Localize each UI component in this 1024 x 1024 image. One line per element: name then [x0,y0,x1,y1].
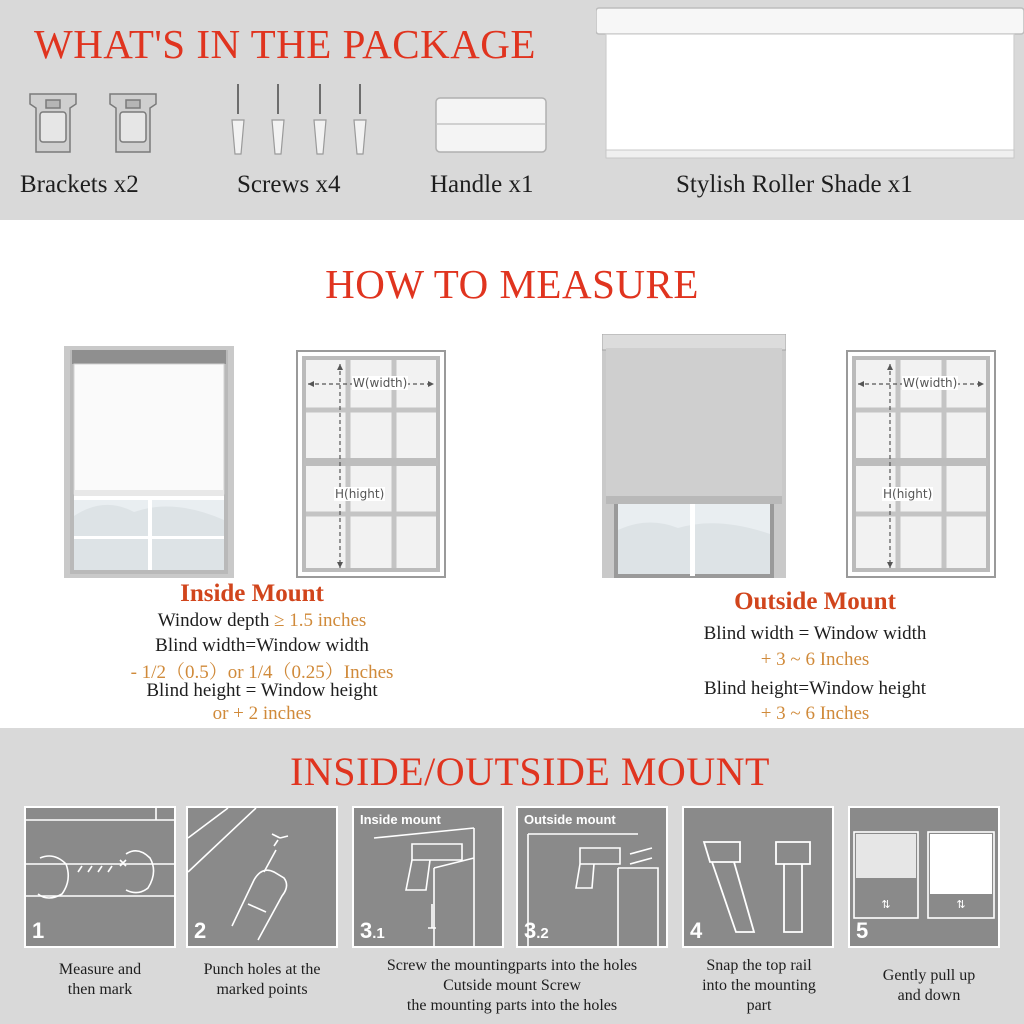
package-title: WHAT'S IN THE PACKAGE [34,21,536,67]
step-3-caption: Screw the mountingparts into the holes Cutside mount Screw the mounting parts into the holes [386,957,638,1014]
inside-mount-photo [64,346,234,578]
svg-text:⇅: ⇅ [881,898,891,911]
snap-rail-icon [684,808,832,946]
screw-icon [222,80,372,164]
step-1-number: 1 [32,918,45,943]
package-item-brackets: Brackets x2 [20,171,139,198]
outside-mount-width-note: + 3 ~ 6 Inches [760,649,870,670]
drill-icon [188,808,336,946]
step-1-panel [24,806,176,948]
outside-mount-photo [602,334,786,578]
outside-mount-width: Blind width = Window width [703,623,927,644]
outside-mount-height-note: + 3 ~ 6 Inches [760,703,870,724]
bracket-icon [24,86,164,164]
step-2-caption: Punch holes at the marked points [203,961,321,998]
step-3-1-number: 3.1 [360,918,385,943]
inside-mount-width: Blind width=Window width [155,635,369,656]
step-4-caption: Snap the top rail into the mounting part [702,957,816,1014]
handle-icon [432,94,550,156]
svg-text:⇅: ⇅ [956,898,966,911]
step-2-number: 2 [194,918,207,943]
measure-hands-icon [26,808,174,946]
step-2-panel [186,806,338,948]
height-label-inside: H(hight) [335,487,385,501]
width-label-inside: W(width) [353,376,408,390]
step-5-panel [848,806,1000,948]
width-label-outside: W(width) [903,376,958,390]
height-label-outside: H(hight) [883,487,933,501]
step-4-panel [682,806,834,948]
step-3-1-tag: Inside mount [360,812,441,827]
step-5-caption: Gently pull up and down [882,967,976,1004]
pull-shade-icon [850,808,998,946]
package-item-screws: Screws x4 [237,171,341,198]
step-3-2-number: 3.2 [524,918,549,943]
measure-title: HOW TO MEASURE [325,261,699,307]
step-3-2-tag: Outside mount [524,812,616,827]
outside-mount-title: Outside Mount [734,588,896,615]
roller-shade-icon [596,2,1024,162]
step-4-number: 4 [690,918,703,943]
step-3-2-panel [516,806,668,948]
mount-title: INSIDE/OUTSIDE MOUNT [290,749,770,794]
inside-mount-height: Blind height = Window height [146,680,378,701]
outside-mount-height: Blind height=Window height [703,678,927,699]
inside-mount-height-note: or + 2 inches [212,703,312,724]
inside-mount-title: Inside Mount [180,580,324,607]
step-1-caption: Measure and then mark [58,961,142,998]
step-5-number: 5 [856,918,869,943]
package-item-roller-shade: Stylish Roller Shade x1 [676,171,913,198]
inside-mount-width-note: - 1/2（0.5）or 1/4（0.25）Inches [130,662,394,683]
package-item-handle: Handle x1 [430,171,534,198]
inside-mount-depth: Window depth ≥ 1.5 inches [157,610,367,631]
step-3-1-panel [352,806,504,948]
